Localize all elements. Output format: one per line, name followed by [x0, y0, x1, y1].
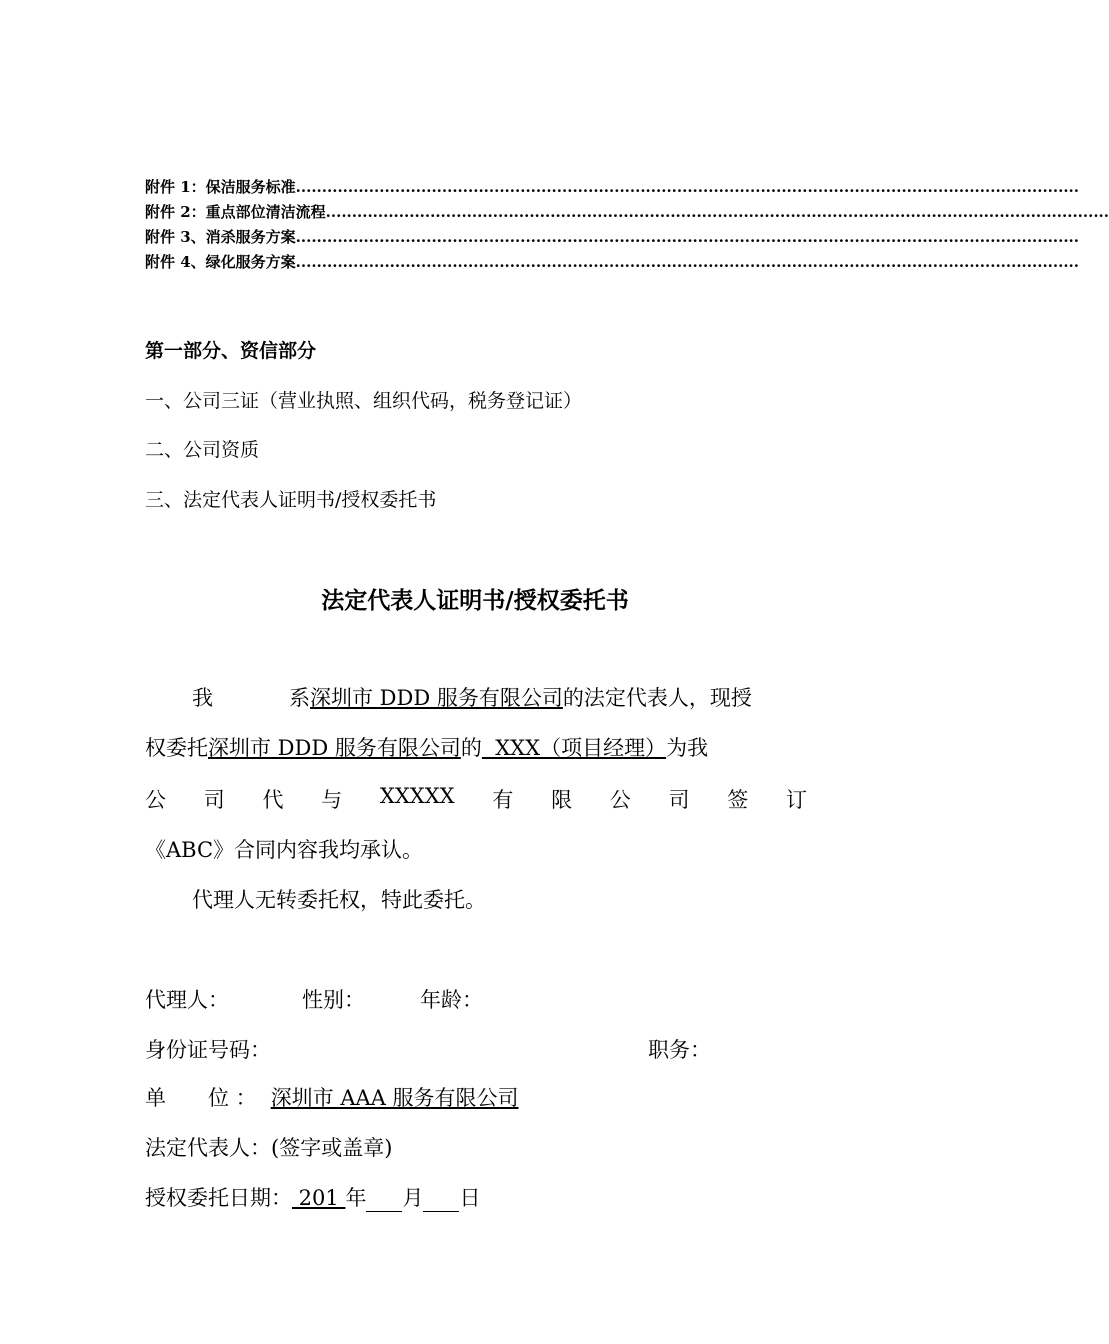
letter-word: 公: [145, 788, 166, 812]
unit-value: 深圳市 AAA 服务有限公司: [270, 1086, 519, 1110]
toc-entry: [145, 176, 1079, 201]
section-item: 一、公司三证（营业执照、组织代码，税务登记证）: [145, 390, 583, 412]
company-name: 深圳市 DDD 服务有限公司: [208, 736, 461, 760]
toc-entry-label: 附件 3、消杀服务方案: [145, 228, 296, 246]
letter-justified-line: [145, 784, 807, 814]
letter-text: 为我: [666, 736, 709, 760]
letter-word: 签: [727, 788, 749, 812]
toc-entry: [145, 251, 1079, 276]
gender-label: 性别：: [302, 988, 365, 1012]
date-label: 授权委托日期：: [145, 1186, 292, 1210]
toc-entry: [145, 226, 1079, 251]
letter-word: 司: [668, 788, 690, 812]
letter-word: 司: [203, 788, 225, 812]
letter-word: 有: [492, 788, 514, 812]
date-year-unit: 年: [345, 1186, 367, 1210]
letter-paragraph-line: 代理人无转委托权，特此委托。: [192, 888, 486, 912]
letter-text: 权委托: [145, 736, 208, 760]
toc-entry-label: 附件 2：重点部位清洁流程: [145, 203, 326, 221]
letter-title: 法定代表人证明书/授权委托书: [321, 587, 629, 614]
date-month-blank: [366, 1188, 402, 1212]
letter-word: 公: [609, 788, 631, 812]
agent-name: XXX（项目经理）: [481, 736, 667, 760]
section-title: 第一部分、资信部分: [145, 340, 317, 362]
unit-row: [145, 1082, 519, 1112]
letter-word: 代: [262, 788, 284, 812]
letter-text: 我: [192, 686, 213, 710]
toc-entry-label: 附件 1：保洁服务标准: [145, 178, 296, 196]
date-row: [145, 1182, 480, 1212]
agent-label: 代理人：: [145, 988, 229, 1012]
date-year: 201: [292, 1186, 346, 1210]
toc-leader-dots: ......................................................................................................................................................: [325, 203, 1109, 221]
section-item: 二、公司资质: [145, 439, 260, 461]
letter-word: XXXXX: [379, 784, 455, 808]
letter-paragraph-line: [192, 682, 752, 712]
letter-text: 系: [289, 686, 310, 710]
toc-list: [145, 176, 1109, 276]
legal-rep-label: 法定代表人：(签字或盖章): [145, 1136, 393, 1160]
unit-label: 单 位 ：: [145, 1086, 257, 1110]
letter-paragraph-line: 《ABC》合同内容我均承认。: [145, 838, 424, 862]
date-day-unit: 日: [459, 1186, 481, 1210]
date-day-blank: [423, 1188, 459, 1212]
letter-paragraph-line: [145, 732, 708, 762]
letter-text: 的: [460, 736, 482, 760]
letter-word: 订: [785, 788, 807, 812]
toc-leader-dots: ......................................................................................................................................................: [295, 253, 1079, 271]
letter-word: 与: [321, 788, 343, 812]
company-name: 深圳市 DDD 服务有限公司: [310, 686, 563, 710]
toc-entry-label: 附件 4、绿化服务方案: [145, 253, 296, 271]
toc-entry: [145, 201, 1109, 226]
letter-word: 限: [551, 788, 573, 812]
toc-leader-dots: ......................................................................................................................................................: [295, 228, 1079, 246]
toc-leader-dots: ......................................................................................................................................................: [295, 178, 1079, 196]
id-number-label: 身份证号码：: [145, 1038, 271, 1062]
position-label: 职务：: [648, 1038, 711, 1062]
letter-text: 的法定代表人，现授: [562, 686, 752, 710]
age-label: 年龄：: [420, 988, 483, 1012]
date-month-unit: 月: [402, 1186, 424, 1210]
section-item: 三、法定代表人证明书/授权委托书: [145, 489, 437, 511]
